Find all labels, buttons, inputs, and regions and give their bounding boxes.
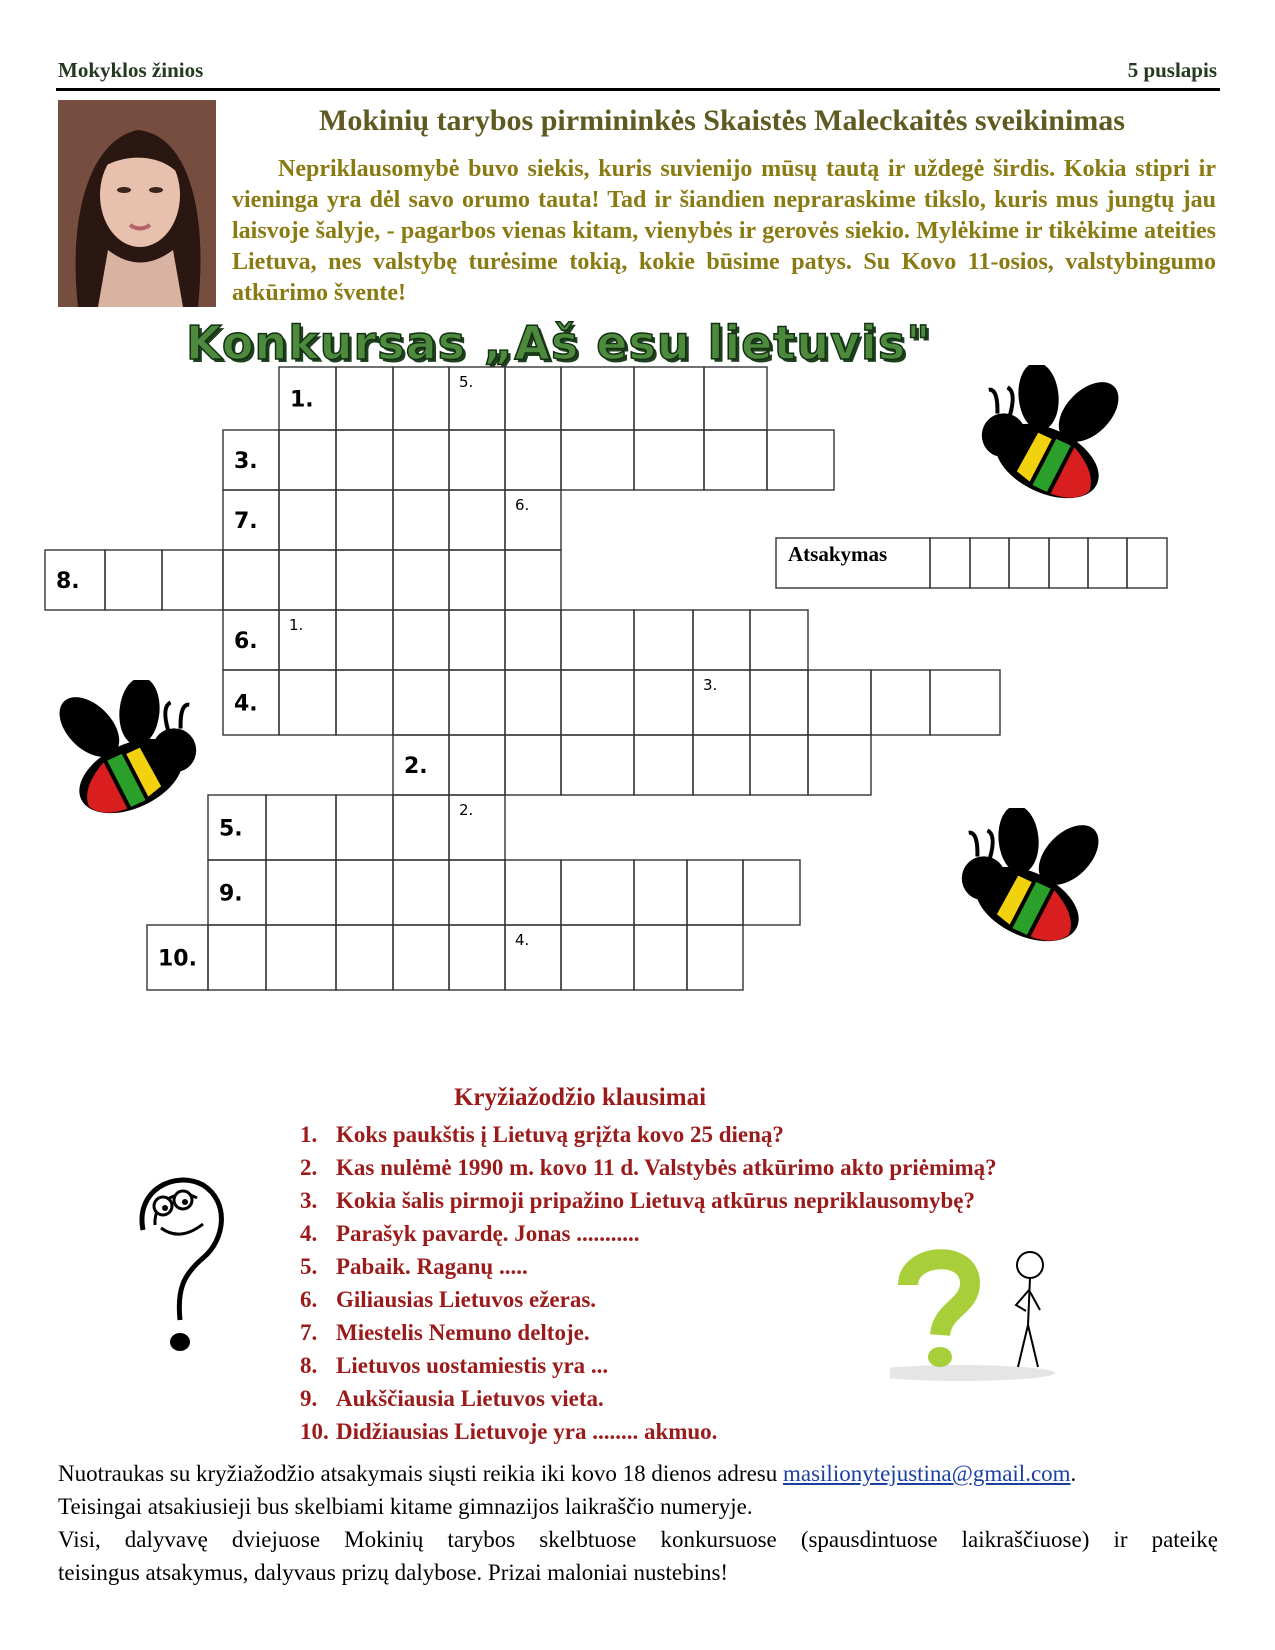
crossword-cell — [449, 430, 505, 490]
crossword-cell — [449, 670, 505, 735]
answer-cell — [1009, 538, 1049, 588]
answer-cell — [930, 538, 970, 588]
quiz-question — [300, 1118, 997, 1151]
crossword-cell — [561, 735, 634, 795]
crossword-cell — [393, 550, 449, 610]
crossword-cell — [634, 610, 693, 670]
crossword-cell — [634, 430, 704, 490]
crossword-cell — [561, 367, 634, 430]
crossword-column-number: 1. — [289, 616, 304, 634]
crossword-cell — [162, 550, 223, 610]
crossword-cell — [449, 490, 505, 550]
crossword-cell — [871, 670, 930, 735]
bee-icon — [38, 680, 198, 840]
crossword-cell — [393, 367, 449, 430]
question-number: 4. — [300, 1221, 318, 1246]
answer-cell — [1127, 538, 1167, 588]
crossword-cell — [336, 367, 393, 430]
question-number: 5. — [300, 1254, 318, 1279]
crossword-cell — [750, 670, 808, 735]
crossword-cell — [505, 367, 561, 430]
question-text: Pabaik. Raganų ..... — [336, 1254, 528, 1279]
quiz-question — [300, 1415, 997, 1448]
question-number: 8. — [300, 1353, 318, 1378]
footer-line-2: Teisingai atsakiusieji bus skelbiami kitame gimnazijos laikraščio numeryje. — [58, 1494, 753, 1519]
crossword-column-number: 6. — [515, 496, 530, 514]
crossword-cell — [449, 367, 505, 430]
crossword-cell — [393, 860, 449, 925]
crossword-cell — [634, 367, 704, 430]
crossword-row-label: 2. — [404, 754, 428, 779]
crossword-cell — [449, 550, 505, 610]
crossword-cell — [336, 925, 393, 990]
crossword-cell — [930, 670, 1000, 735]
crossword-cell — [767, 430, 834, 490]
crossword-cell — [105, 550, 162, 610]
question-text: Kokia šalis pirmoji pripažino Lietuvą atkūrus nepriklausomybę? — [336, 1188, 975, 1213]
crossword-cell — [336, 860, 393, 925]
crossword-cell — [449, 610, 505, 670]
question-text: Didžiausias Lietuvoje yra ........ akmuo. — [336, 1419, 718, 1444]
crossword-cell — [743, 860, 800, 925]
newspaper-name: Mokyklos žinios — [58, 58, 204, 82]
crossword-cell — [561, 610, 634, 670]
footer-line-4: teisingus atsakymus, dalyvaus prizų dalybose. Prizai maloniai nustebins! — [58, 1560, 729, 1585]
crossword-column-number: 2. — [459, 801, 474, 819]
crossword-cell — [336, 550, 393, 610]
question-text: Miestelis Nemuno deltoje. — [336, 1320, 590, 1345]
footer-line-3: Visi, dalyvavę dviejuose Mokinių tarybos skelbtuose konkursuose (spausdintuose laikraščiuose) ir pateikę — [58, 1527, 1218, 1552]
crossword-row-label: 6. — [234, 629, 258, 654]
answer-cell — [1088, 538, 1127, 588]
crossword-cell — [750, 610, 808, 670]
crossword-cell — [561, 670, 634, 735]
crossword-cell — [505, 430, 561, 490]
crossword-cell — [336, 430, 393, 490]
crossword-cell — [266, 925, 336, 990]
crossword-cell — [279, 430, 336, 490]
crossword-cell — [561, 860, 634, 925]
crossword-cell — [693, 670, 750, 735]
crossword-cell — [336, 670, 393, 735]
crossword-cell — [505, 670, 561, 735]
crossword-cell — [687, 925, 743, 990]
quiz-question — [300, 1151, 997, 1184]
crossword-cell — [687, 860, 743, 925]
question-number: 10. — [300, 1419, 329, 1444]
question-text: Aukščiausia Lietuvos vieta. — [336, 1386, 604, 1411]
question-text: Lietuvos uostamiestis yra ... — [336, 1353, 609, 1378]
crossword-row-label: 7. — [234, 509, 258, 534]
email-link[interactable]: masilionytejustina@gmail.com — [782, 1461, 1071, 1486]
crossword-cell — [393, 430, 449, 490]
crossword-cell — [336, 490, 393, 550]
crossword-cell — [561, 925, 634, 990]
crossword-row-label: 5. — [219, 816, 243, 842]
question-number: 1. — [300, 1122, 318, 1147]
crossword-cell — [505, 735, 561, 795]
crossword-cell — [279, 490, 336, 550]
crossword-cell — [505, 860, 561, 925]
crossword-cell — [634, 860, 687, 925]
crossword-cell — [449, 735, 505, 795]
crossword-cell — [393, 610, 449, 670]
crossword-cell — [336, 610, 393, 670]
crossword-cell — [750, 735, 808, 795]
crossword-cell — [266, 795, 336, 860]
question-number: 3. — [300, 1188, 318, 1213]
crossword-column-number: 3. — [703, 676, 718, 694]
quiz-title: Kryžiažodžio klausimai — [453, 1084, 707, 1111]
answer-cell — [970, 538, 1009, 588]
crossword-row-label: 4. — [234, 691, 258, 717]
crossword-cell — [393, 670, 449, 735]
crossword-cell — [505, 550, 561, 610]
quiz-question — [300, 1382, 997, 1415]
crossword-cell — [393, 925, 449, 990]
crossword-cell — [561, 430, 634, 490]
crossword-cell — [693, 735, 750, 795]
crossword-cell — [393, 490, 449, 550]
crossword-cell — [223, 550, 279, 610]
crossword-cell — [279, 550, 336, 610]
question-text: Koks paukštis į Lietuvą grįžta kovo 25 dieną? — [336, 1122, 784, 1147]
crossword-cell — [704, 367, 767, 430]
crossword-cell — [449, 860, 505, 925]
crossword-row-label: 1. — [290, 387, 314, 413]
greeting-title: Mokinių tarybos pirmininkės Skaistės Maleckaitės sveikinimas — [319, 104, 1125, 137]
thinking-figure-icon — [890, 1245, 1070, 1385]
crossword-cell — [704, 430, 767, 490]
greeting-text: Nepriklausomybė buvo siekis, kuris suvienijo mūsų tautą ir uždegė širdis. Kokia stipri ir vieninga yra dėl savo orumo tauta! Tad ir šiandien nepraraskime tikslo, kuris mus jungtų jau laisvoje šalyje, - pagarbos vienas kitam, vienybės ir gerovės siekio. Mylėkime ir tikėkime ateities Lietuva, nes valstybę turėsime tokią, kokie būsime patys. Su Kovo 11-osios, valstybingumo atkūrimo švente! — [232, 156, 1216, 306]
crossword-cell — [505, 925, 561, 990]
crossword-cell — [393, 795, 449, 860]
answer-label: Atsakymas — [788, 542, 888, 566]
bee-icon — [980, 365, 1140, 525]
question-text: Giliausias Lietuvos ežeras. — [336, 1287, 597, 1312]
quiz-question — [300, 1184, 997, 1217]
question-number: 9. — [300, 1386, 318, 1411]
page-number: 5 puslapis — [1127, 58, 1217, 82]
crossword-cell — [336, 795, 393, 860]
crossword-cell — [634, 735, 693, 795]
contest-title: Konkursas „Aš esu lietuvis" — [186, 316, 932, 370]
crossword-row-label: 9. — [219, 881, 243, 907]
question-number: 7. — [300, 1320, 318, 1345]
crossword-cell — [693, 610, 750, 670]
answer-cell — [1049, 538, 1088, 588]
question-text: Kas nulėmė 1990 m. kovo 11 d. Valstybės atkūrimo akto priėmimą? — [336, 1155, 997, 1180]
crossword-cell — [449, 925, 505, 990]
crossword-row-label: 10. — [158, 946, 197, 972]
crossword-cell — [279, 670, 336, 735]
question-text: Parašyk pavardę. Jonas ........... — [336, 1221, 640, 1246]
footer-line-1: Nuotraukas su kryžiažodžio atsakymais siųsti reikia iki kovo 18 dienos adresu masilionytejustina@gmail.com. — [58, 1461, 1077, 1486]
crossword-cell — [279, 610, 336, 670]
crossword-cell — [634, 670, 693, 735]
crossword-row-label: 8. — [56, 569, 80, 594]
crossword-column-number: 5. — [459, 373, 474, 391]
question-number: 6. — [300, 1287, 318, 1312]
crossword-cell — [505, 610, 561, 670]
question-number: 2. — [300, 1155, 318, 1180]
crossword-row-label: 3. — [234, 449, 258, 474]
footer-info — [58, 1457, 1218, 1589]
question-mark-icon — [125, 1170, 235, 1360]
bee-icon — [960, 808, 1120, 968]
crossword-cell — [808, 670, 871, 735]
crossword-cell — [505, 490, 561, 550]
crossword-cell — [208, 925, 266, 990]
crossword-column-number: 4. — [515, 931, 530, 949]
crossword-cell — [634, 925, 687, 990]
crossword-cell — [808, 735, 871, 795]
crossword-cell — [266, 860, 336, 925]
crossword-cell — [449, 795, 505, 860]
